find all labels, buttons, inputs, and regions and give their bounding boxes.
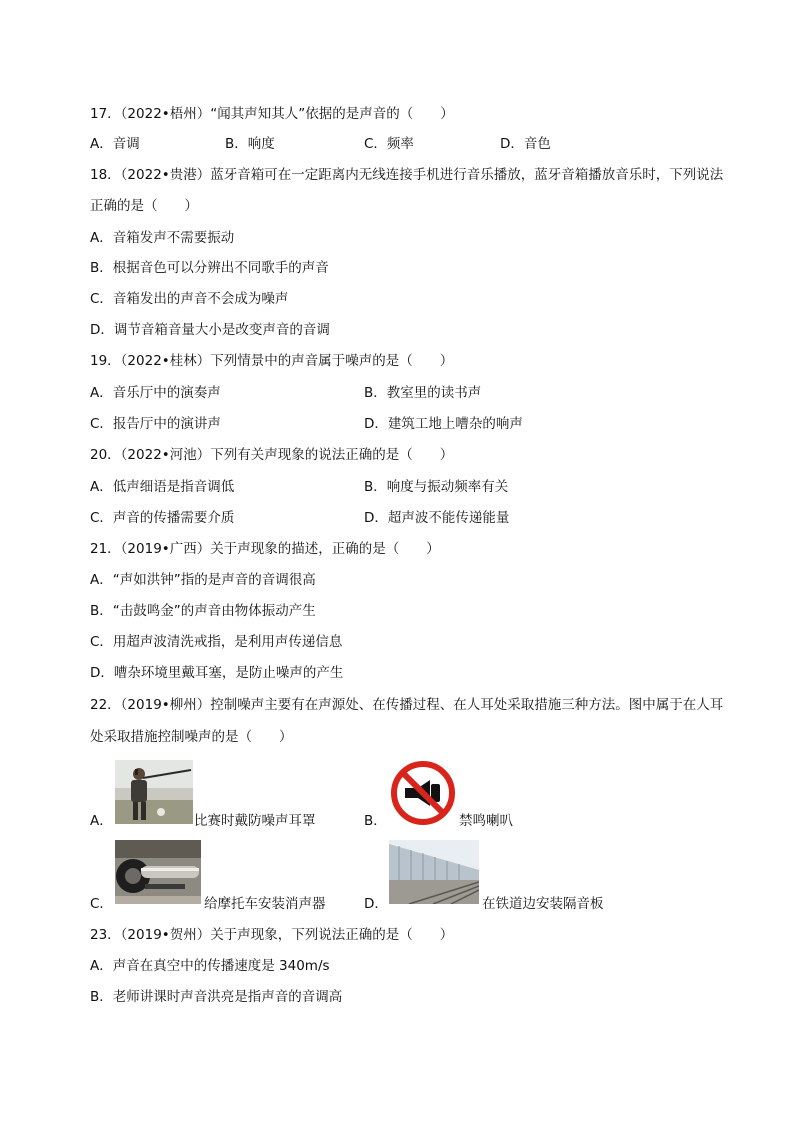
question-22-option-c-caption: 给摩托车安装消声器	[204, 896, 326, 912]
question-22-option-d-letter: D．	[364, 896, 388, 912]
question-22-stem-line2: 处采取措施控制噪声的是（ ）	[90, 729, 293, 745]
question-22-option-c-letter: C．	[90, 896, 113, 912]
shooter-earmuffs-photo	[115, 760, 193, 824]
question-20-option-b: B．响度与振动频率有关	[364, 479, 509, 495]
question-23-option-b: B．老师讲课时声音洪亮是指声音的音调高	[90, 989, 343, 1005]
question-22-option-a-letter: A．	[90, 813, 113, 829]
question-18-option-d: D．调节音箱音量大小是改变声音的音调	[90, 322, 330, 338]
question-17-stem: 17．（2022•梧州）“闻其声知其人”依据的是声音的（ ）	[90, 106, 454, 122]
question-21-option-d: D．嘈杂环境里戴耳塞，是防止噪声的产生	[90, 665, 344, 681]
question-18-stem-line1: 18．（2022•贵港）蓝牙音箱可在一定距离内无线连接手机进行音乐播放，蓝牙音箱播放音乐时，下列说法	[90, 167, 724, 183]
question-19-stem: 19．（2022•桂林）下列情景中的声音属于噪声的是（ ）	[90, 353, 454, 369]
question-22-option-d-caption: 在铁道边安装隔音板	[482, 896, 604, 912]
question-19-option-c: C．报告厅中的演讲声	[90, 416, 221, 432]
question-17-option-d: D．音色	[500, 136, 551, 152]
question-19-option-d: D．建筑工地上嘈杂的响声	[364, 416, 523, 432]
question-18-option-b: B．根据音色可以分辨出不同歌手的声音	[90, 260, 329, 276]
question-17-option-c: C．频率	[364, 136, 414, 152]
question-21-option-c: C．用超声波清洗戒指，是利用声传递信息	[90, 634, 343, 650]
question-22-option-a-caption: 比赛时戴防噪声耳罩	[194, 813, 316, 829]
question-20-option-d: D．超声波不能传递能量	[364, 510, 510, 526]
question-17-option-b: B．响度	[225, 136, 275, 152]
question-20-option-a: A．低声细语是指音调低	[90, 479, 235, 495]
question-19-option-b: B．教室里的读书声	[364, 385, 482, 401]
question-20-option-c: C．声音的传播需要介质	[90, 510, 235, 526]
motorcycle-muffler-photo	[115, 840, 201, 904]
question-21-stem: 21．（2019•广西）关于声现象的描述，正确的是（ ）	[90, 541, 440, 557]
question-17-option-a: A．音调	[90, 136, 140, 152]
question-22-option-b-caption: 禁鸣喇叭	[459, 813, 513, 829]
question-18-stem-line2: 正确的是（ ）	[90, 198, 198, 214]
question-18-option-a: A．音箱发声不需要振动	[90, 230, 235, 246]
question-22-stem-line1: 22．（2019•柳州）控制噪声主要有在声源处、在传播过程、在人耳处采取措施三种方法。图中属于在人耳	[90, 697, 724, 713]
railway-sound-barrier-photo	[389, 840, 479, 904]
question-18-option-c: C．音箱发出的声音不会成为噪声	[90, 291, 289, 307]
no-horn-sign-icon	[390, 760, 456, 826]
question-20-stem: 20．（2022•河池）下列有关声现象的说法正确的是（ ）	[90, 447, 454, 463]
question-23-option-a: A．声音在真空中的传播速度是 340m/s	[90, 958, 330, 974]
question-21-option-b: B．“击鼓鸣金”的声音由物体振动产生	[90, 603, 316, 619]
question-19-option-a: A．音乐厅中的演奏声	[90, 385, 221, 401]
question-22-option-b-letter: B．	[364, 813, 387, 829]
question-23-stem: 23．（2019•贺州）关于声现象，下列说法正确的是（ ）	[90, 927, 454, 943]
question-21-option-a: A．“声如洪钟”指的是声音的音调很高	[90, 572, 316, 588]
